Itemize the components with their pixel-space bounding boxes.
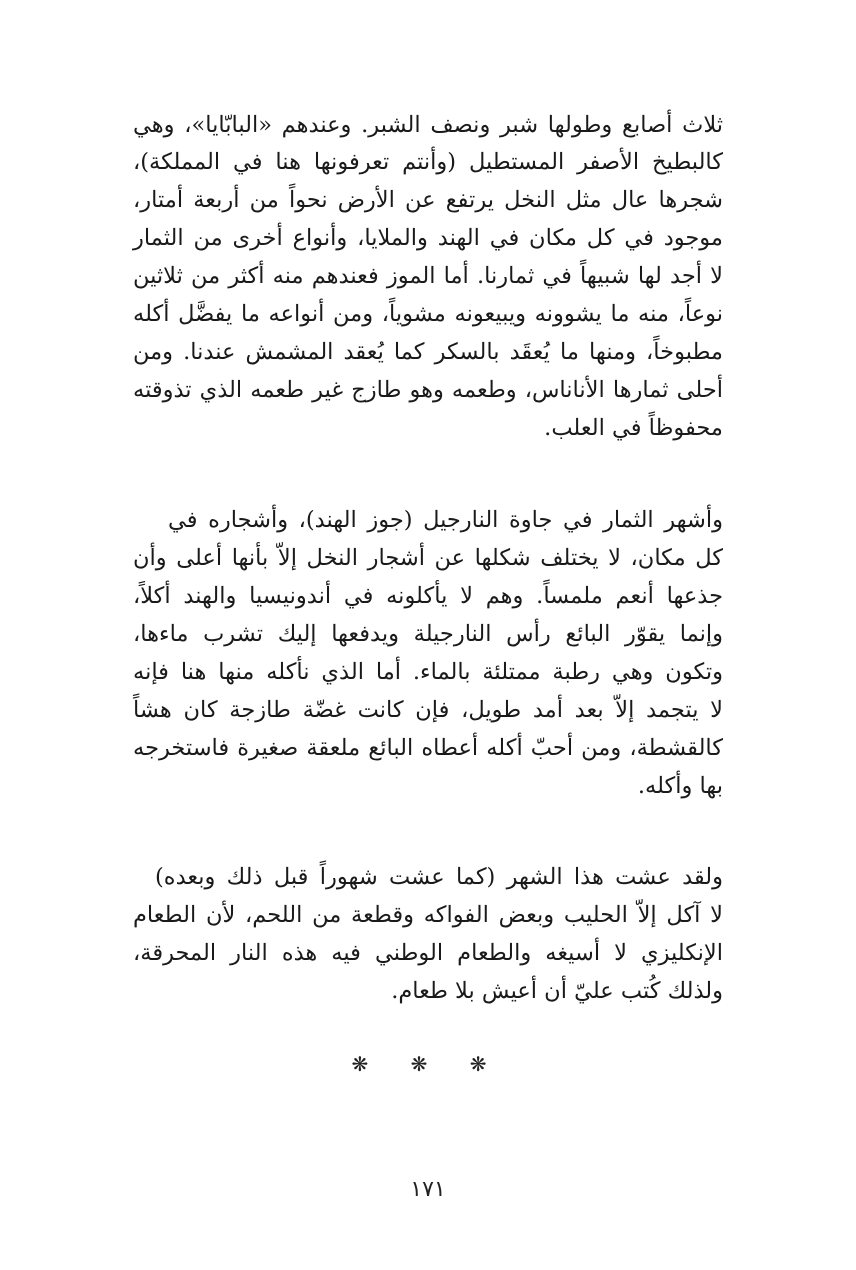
page-number: ١٧١: [410, 1177, 446, 1202]
text-line: محفوظاً في العلب.: [544, 415, 723, 441]
text-line: كالقشطة، ومن أحبّ أكله أعطاه البائع ملعقة صغيرة فاستخرجه: [133, 735, 723, 761]
text-line: ولذلك كُتب عليّ أن أعيش بلا طعام.: [391, 978, 723, 1004]
text-line: شجرها عال مثل النخل يرتفع عن الأرض نحواً من أربعة أمتار،: [133, 187, 723, 213]
section-break-ornament: ❋ ❋ ❋: [351, 1052, 505, 1076]
text-line: نوعاً، منه ما يشوونه ويبيعونه مشوياً، ومن أنواعه ما يفضَّل أكله: [133, 301, 723, 327]
text-line: وأشهر الثمار في جاوة النارجيل (جوز الهند)، وأشجاره في: [168, 507, 723, 533]
text-line: الإنكليزي لا أسيغه والطعام الوطني فيه هذه النار المحرقة،: [133, 940, 723, 966]
text-line: أحلى ثمارها الأناناس، وطعمه وهو طازج غير طعمه الذي تذوقته: [133, 377, 723, 403]
text-line: كالبطيخ الأصفر المستطيل (وأنتم تعرفونها هنا في المملكة)،: [133, 149, 723, 175]
text-line: مطبوخاً، ومنها ما يُعقَد بالسكر كما يُعقد المشمش عندنا. ومن: [133, 339, 723, 365]
text-line: ثلاث أصابع وطولها شبر ونصف الشبر. وعندهم «البابّايا»، وهي: [133, 112, 723, 138]
text-line: بها وأكله.: [637, 773, 723, 799]
text-line: وتكون وهي رطبة ممتلئة بالماء. أما الذي نأكله منها هنا فإنه: [133, 659, 723, 685]
text-line: لا آكل إلاّ الحليب وبعض الفواكه وقطعة من اللحم، لأن الطعام: [133, 902, 723, 928]
text-line: لا أجد لها شبيهاً في ثمارنا. أما الموز فعندهم منه أكثر من ثلاثين: [133, 263, 723, 289]
text-line: كل مكان، لا يختلف شكلها عن أشجار النخل إلاّ بأنها أعلى وأن: [133, 545, 723, 571]
text-line: وإنما يقوّر البائع رأس النارجيلة ويدفعها إليك تشرب ماءها،: [133, 621, 723, 647]
text-line: ولقد عشت هذا الشهر (كما عشت شهوراً قبل ذلك وبعده): [155, 864, 723, 890]
text-line: لا يتجمد إلاّ بعد أمد طويل، فإن كانت غضّة طازجة كان هشاً: [133, 697, 723, 723]
text-line: موجود في كل مكان في الهند والملايا، وأنواع أخرى من الثمار: [133, 225, 723, 251]
text-line: جذعها أنعم ملمساً. وهم لا يأكلونه في أندونيسيا والهند أكلاً،: [133, 583, 723, 609]
